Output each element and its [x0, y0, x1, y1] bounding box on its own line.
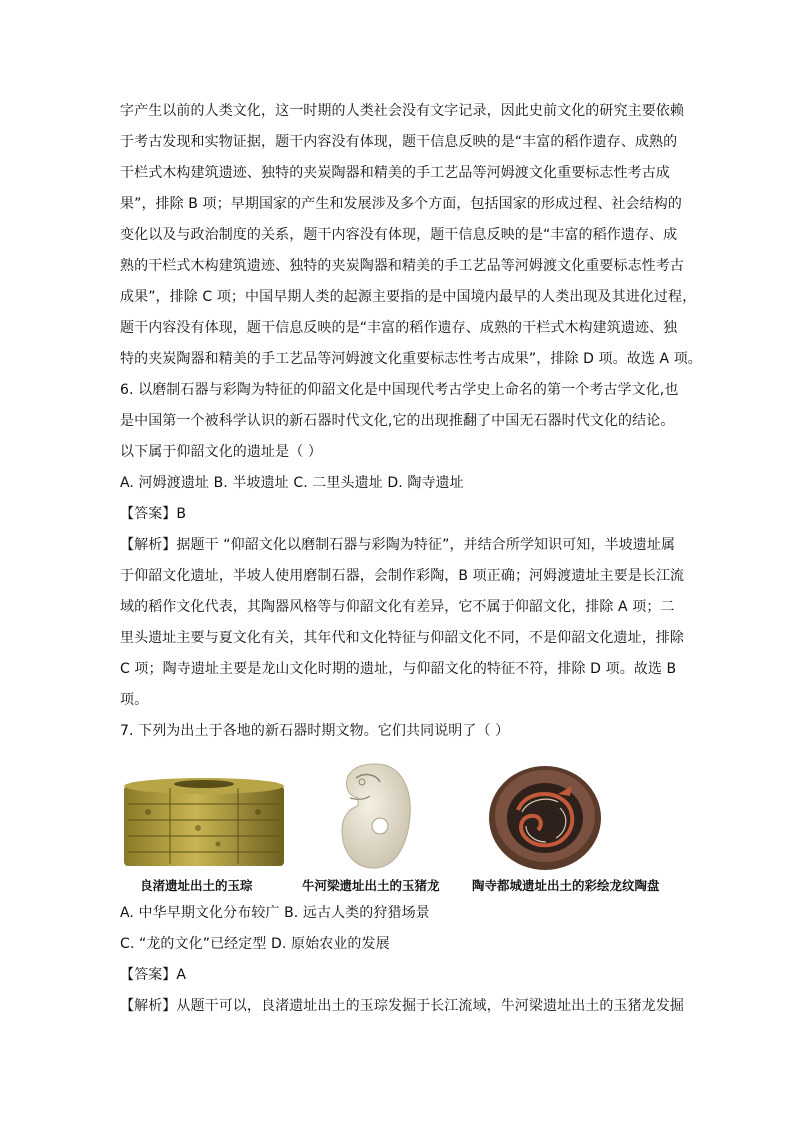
jade-pig-dragon-caption: 牛河梁遗址出土的玉猪龙: [302, 878, 440, 893]
text-line: 干栏式木构建筑遗迹、独特的夹炭陶器和精美的手工艺品等河姆渡文化重要标志性考古成: [120, 165, 670, 181]
jade-pig-dragon-image: [336, 760, 416, 872]
text-line: 成果”，排除 C 项；中国早期人类的起源主要指的是中国境内最早的人类出现及其进化过程，: [120, 289, 697, 305]
analysis-text: 于仰韶文化遗址，半坡人使用磨制石器，会制作彩陶，B 项正确；河姆渡遗址主要是长江流: [120, 568, 685, 584]
text-line: 特的夹炭陶器和精美的手工艺品等河姆渡文化重要标志性考古成果”，排除 D 项。故选 A 项。: [120, 351, 702, 367]
text-line: 熟的干栏式木构建筑遗迹、独特的夹炭陶器和精美的手工艺品等河姆渡文化重要标志性考古: [120, 258, 684, 274]
painted-dragon-plate-image: [486, 760, 604, 872]
text-line: 变化以及与政治制度的关系，题干内容没有体现，题干信息反映的是“丰富的稻作遗存、成: [120, 227, 678, 243]
question-6-options: A. 河姆渡遗址 B. 半坡遗址 C. 二里头遗址 D. 陶寺遗址: [120, 475, 464, 491]
question-6-stem: 6. 以磨制石器与彩陶为特征的仰韶文化是中国现代考古学史上命名的第一个考古学文化,也: [120, 382, 679, 398]
text-line: 果”，排除 B 项；早期国家的产生和发展涉及多个方面，包括国家的形成过程、社会结构的: [120, 196, 682, 212]
answer-label: 【答案】A: [120, 967, 187, 983]
question-7-stem: 7. 下列为出土于各地的新石器时期文物。它们共同说明了（ ）: [120, 723, 510, 739]
question-6-stem: 以下属于仰韶文化的遗址是（ ）: [120, 444, 322, 460]
answer-label: 【答案】B: [120, 506, 187, 522]
text-line: 字产生以前的人类文化，这一时期的人类社会没有文字记录，因此史前文化的研究主要依赖: [120, 103, 684, 119]
analysis-text: 项。: [120, 692, 149, 708]
question-7-options: A. 中华早期文化分布较广 B. 远古人类的狩猎场景: [120, 905, 430, 921]
text-line: 题干内容没有体现，题干信息反映的是“丰富的稻作遗存、成熟的干栏式木构建筑遗迹、独: [120, 320, 678, 336]
jade-cong-caption: 良渚遗址出土的玉琮: [140, 878, 253, 893]
analysis-text: 【解析】据题干 “仰韶文化以磨制石器与彩陶为特征”，并结合所学知识可知，半坡遗址属: [120, 537, 676, 553]
question-7-options: C. “龙的文化”已经定型 D. 原始农业的发展: [120, 936, 390, 952]
text-line: 于考古发现和实物证据，题干内容没有体现，题干信息反映的是“丰富的稻作遗存、成熟的: [120, 134, 678, 150]
analysis-text: C 项；陶寺遗址主要是龙山文化时期的遗址，与仰韶文化的特征不符，排除 D 项。故选 B: [120, 661, 677, 677]
analysis-text: 域的稻作文化代表，其陶器风格等与仰韶文化有差异，它不属于仰韶文化，排除 A 项；二: [120, 599, 675, 615]
painted-plate-caption: 陶寺都城遗址出土的彩绘龙纹陶盘: [472, 878, 660, 893]
jade-cong-image: [118, 772, 290, 870]
question-6-stem: 是中国第一个被科学认识的新石器时代文化,它的出现推翻了中国无石器时代文化的结论。: [120, 413, 675, 429]
analysis-text: 里头遗址主要与夏文化有关，其年代和文化特征与仰韶文化不同，不是仰韶文化遗址，排除: [120, 630, 684, 646]
analysis-text: 【解析】从题干可以，良渚遗址出土的玉琮发掘于长江流域，牛河梁遗址出土的玉猪龙发掘: [120, 998, 684, 1014]
